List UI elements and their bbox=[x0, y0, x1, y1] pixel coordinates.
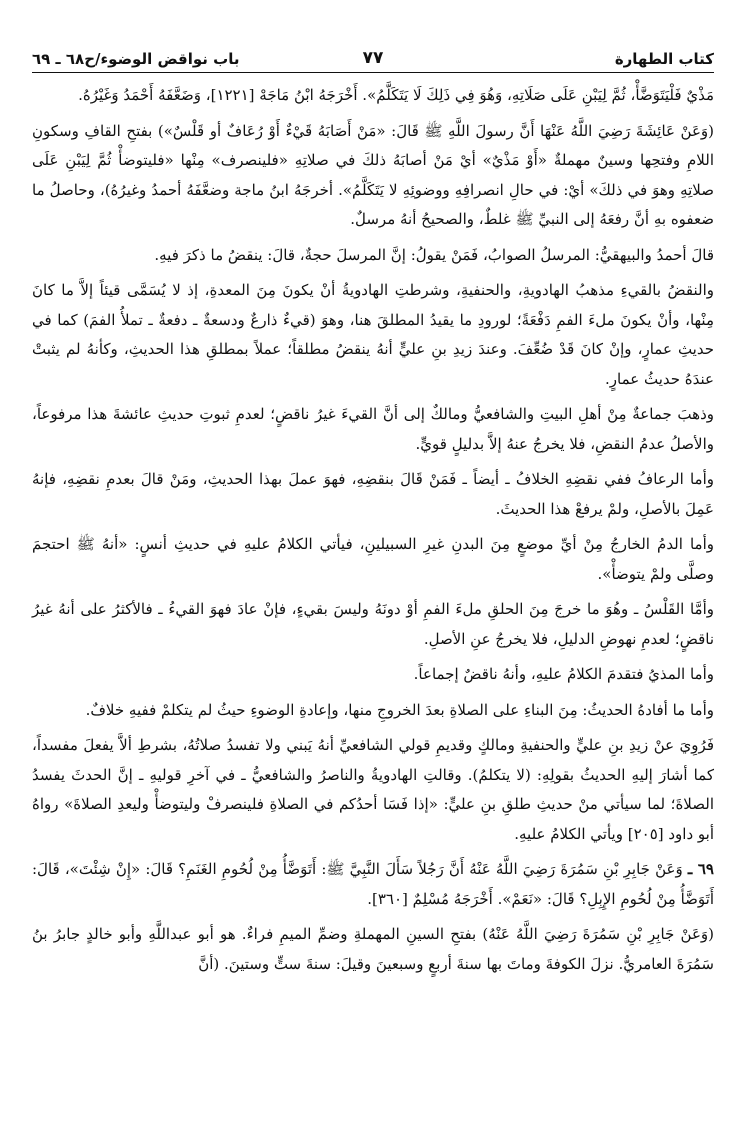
paragraph: وأما الرعافُ ففي نقضِهِ الخلافُ ـ أيضاً ـ فَمَنْ قَالَ بنقضِهِ، فهوَ عملَ بهذا الحديثِ، ومَنْ قالَ بعدمِ نقضِهِ، فإنهُ عَمِلَ بالأصلِ، ولمْ يرفعْ هذا الحديثَ. bbox=[32, 470, 714, 518]
paragraph: قالَ أحمدُ والبيهقيُّ: المرسلُ الصوابُ، فَمَنْ يقولُ: إنَّ المرسلَ حجةٌ، قالَ: ينقضُ ما ذكرَ فيهِ. bbox=[154, 245, 714, 264]
chapter-info: باب نواقض الوضوء/ح٦٨ ـ ٦٩ bbox=[32, 50, 240, 68]
paragraph: وذهبَ جماعةٌ مِنْ أهلِ البيتِ والشافعيُّ ومالكٌ إلى أنَّ القيءَ غيرُ ناقضٍ؛ لعدمِ ثبوتِ حديثِ عائشةَ هذا مرفوعاً، والأصلُ عدمُ النقضِ، فلا يخرجُ عنهُ إلاَّ بدليلٍ قويٍّ. bbox=[32, 405, 714, 453]
hadith-text: وَعَنْ جَابِرِ بْنِ سَمُرَةَ رَضِيَ اللَّهُ عَنْهُ أَنَّ رَجُلاً سَأَلَ النَّبِيَّ ﷺ: أَتَوَضَّأُ مِنْ لُحُومِ الغَنَمِ؟ قَالَ: «إِنْ شِئْتَ»، قَالَ: أَتَوَضَّأُ مِنْ لُحُومِ الإِبِلِ؟ قَالَ: «نَعَمْ». أَخْرَجَهُ مُسْلِمٌ [٣٦٠]. bbox=[32, 860, 714, 908]
paragraph: وأمَّا القَلْسُ ـ وهُوَ ما خرجَ مِنَ الحلقِ ملءَ الفمِ أوْ دونَهُ وليسَ بقيءٍ، فإنْ عادَ فهوَ القيءُ ـ فالأكثرُ على أنهُ غيرُ ناقضٍ؛ لعدمِ نهوضِ الدليلِ، فلا يخرجُ عنِ الأصلِ. bbox=[32, 600, 714, 648]
paragraph: وأما ما أفادهُ الحديثُ: مِنَ البناءِ على الصلاةِ بعدَ الخروجِ منها، وإعادةِ الوضوءِ حيثُ لم يتكلمْ ففيهِ خلافٌ. bbox=[85, 700, 714, 719]
page-body bbox=[32, 81, 714, 979]
paragraph: (وَعَنْ عَائِشَةَ رَضِيَ اللَّهُ عَنْهَا أَنَّ رسولَ اللَّهِ ﷺ قَالَ: «مَنْ أَصَابَهُ قَيْءٌ أَوْ رُعَافٌ أو قَلْسٌ») بفتحِ القافِ وسكونِ اللامِ وفتحِها وسينٌ مهملةٌ «أَوْ مَذْيٌ» أيْ مَنْ أصابَهُ ذلكَ في صلاتِهِ «فلينصرف» مِنْها «فليتوضأْ ثُمَّ لِيَبْنِ عَلَى صلاتِهِ وهوَ في ذلكَ» أيْ: في حالِ انصرافِهِ ووضوئِهِ لا يَتَكَلَّمُ». أخرجَهُ ابنُ ماجة وضعَّفَهُ أحمدُ وغيرُهُ)، وحاصلُ ما ضعفوه بهِ أنَّ رفعَهُ إلى النبيِّ ﷺ غلطٌ، والصحيحُ أنهُ مرسلٌ. bbox=[32, 121, 714, 228]
book-title: كتاب الطهارة bbox=[614, 50, 714, 68]
paragraph: وأما الدمُ الخارجُ مِنْ أيِّ موضعٍ مِنَ البدنِ غيرِ السبيلينِ، فيأتي الكلامُ عليهِ في حديثِ أنسٍ: «أنهُ ﷺ احتجمَ وصلَّى ولمْ يتوضأْ». bbox=[32, 535, 714, 583]
paragraph: والنقضُ بالقيءِ مذهبُ الهادويةِ، والحنفيةِ، وشرطتِ الهادويةُ أنْ يكونَ مِنَ المعدةِ، إذ لا يُسَمَّى قيئاً إلاَّ ما كانَ مِنْها، وأنْ يكونَ ملءَ الفمِ دَفْعَةً؛ لورودِ ما يقيدُ المطلقَ هنا، وهوَ (قيءٌ ذارعٌ ودسعةٌ ـ دفعةٌ ـ تملأُ الفمَ) كما في حديثِ عمارٍ، وإنْ كانَ قَدْ ضُعِّفَ. وعندَ زيدِ بنِ عليٍّ أنهُ ينقضُ مطلقاً؛ عملاً بمطلقِ هذا الحديثِ، وكأنهُ لم يثبتْ عندَهُ حديثُ عمارٍ. bbox=[32, 281, 714, 388]
paragraph: فَرُوِيَ عنْ زيدِ بنِ عليٍّ والحنفيةِ ومالكٍ وقديمِ قولي الشافعيِّ أنهُ يَبني ولا تفسدُ صلاتُهُ، بشرطِ ألاَّ يفعلَ مفسداً، كما أشارَ إليهِ الحديثُ بقولِهِ: (لا يتكلمُ). وقالتِ الهادويةُ والناصرُ والشافعيُّ ـ في آخرِ قوليهِ ـ إنَّ الحدثَ يفسدُ الصلاةَ؛ لما سيأتي منْ حديثِ طلقِ بنِ عليٍّ: «إذا فَسَا أحدُكم في الصلاةِ فلينصرفْ وليتوضأْ وليعدِ الصلاةَ» رواهُ أبو داود [٢٠٥] ويأتي الكلامُ عليهِ. bbox=[32, 736, 714, 843]
hadith-number: ٦٩ ـ bbox=[687, 860, 714, 878]
document-page bbox=[0, 22, 750, 1134]
page-number: ٧٧ bbox=[362, 48, 384, 68]
closing-paragraph: (وَعَنْ جَابِرِ بْنِ سَمُرَةَ رَضِيَ اللَّهُ عَنْهُ) بفتحِ السينِ المهملةِ وضمِّ الميمِ فراءٌ. هو أبو عبداللَّهِ وأبو خالدٍ جابرُ بنُ سَمُرَةَ العامريُّ. نزلَ الكوفةَ وماتَ بها سنةَ أربعٍ وسبعينَ وقيلَ: سنةَ ستٍّ وستينَ. (أنَّ bbox=[32, 925, 714, 973]
running-header bbox=[32, 22, 714, 73]
paragraph: مَذْيٌ فَلْيَتَوَضَّأْ، ثُمَّ لِيَبْنِ عَلَى صَلَاتِهِ، وَهُوَ فِي ذَلِكَ لَا يَتَكَلَّمُ». أَخْرَجَهُ ابْنُ مَاجَهْ [١٢٢١]، وَضَعَّفَهُ أَحْمَدُ وَغَيْرُهُ. bbox=[78, 86, 714, 104]
hadith-paragraph bbox=[32, 855, 714, 914]
paragraph: وأما المذيُ فتقدمَ الكلامُ عليهِ، وأنهُ ناقضٌ إجماعاً. bbox=[413, 665, 714, 683]
